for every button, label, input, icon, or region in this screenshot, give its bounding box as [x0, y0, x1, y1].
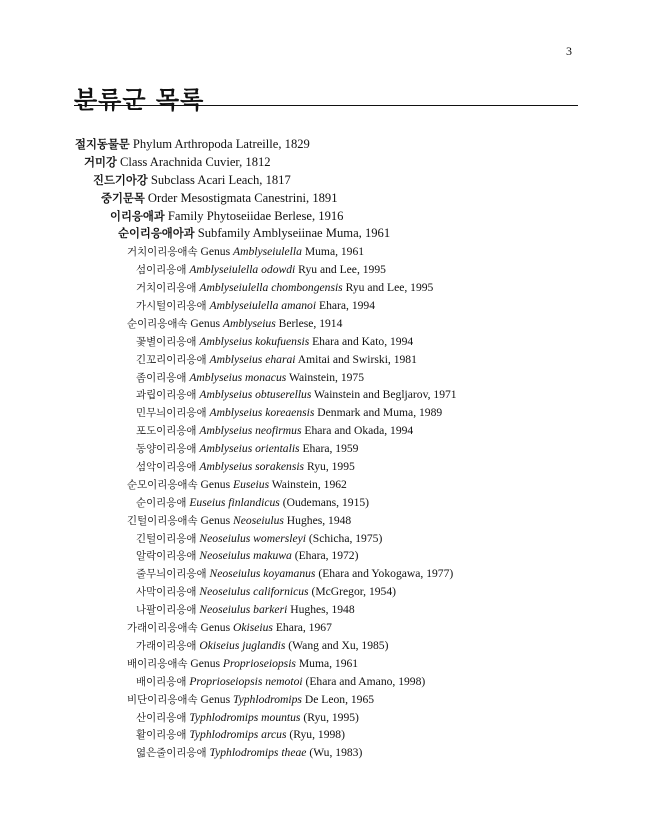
- taxon-entry: [0, 190, 652, 208]
- korean-name: 긴털이리응애속: [127, 514, 198, 527]
- korean-name: 줄무늬이리응애: [136, 568, 207, 581]
- taxon-entry: [0, 547, 652, 565]
- taxon-entry: [0, 315, 652, 333]
- scientific-name: Euseius: [233, 477, 270, 491]
- rank-text: Genus: [187, 316, 223, 330]
- rank-text: Family Phytoseiidae Berlese, 1916: [164, 208, 344, 223]
- taxon-entry: [0, 476, 652, 494]
- rank-text: Subclass Acari Leach, 1817: [147, 172, 291, 187]
- authority-text: (Schicha, 1975): [306, 531, 383, 545]
- title-rule: [74, 105, 578, 106]
- authority-text: Wainstein and Begljarov, 1971: [311, 388, 457, 402]
- scientific-name: Neoseiulus: [233, 513, 284, 527]
- taxon-entry: [0, 154, 652, 172]
- korean-name: 민무늬이리응애: [136, 407, 207, 420]
- korean-name: 알락이리응애: [136, 550, 197, 563]
- scientific-name: Amblyseiulella: [233, 245, 302, 259]
- scientific-name: Neoseiulus makuwa: [199, 549, 292, 563]
- scientific-name: Amblyseius koreaensis: [209, 406, 315, 420]
- korean-name: 동양이리응애: [136, 443, 197, 456]
- taxon-entry: [0, 369, 652, 387]
- authority-text: Muma, 1961: [301, 245, 365, 259]
- korean-name: 긴털이리응애: [136, 532, 197, 545]
- rank-text: Genus: [197, 245, 234, 259]
- page-number: 3: [566, 44, 572, 58]
- korean-name: 과립이리응애: [136, 389, 197, 402]
- authority-text: Denmark and Muma, 1989: [314, 406, 443, 420]
- taxon-entry: [0, 691, 652, 709]
- taxon-entry: [0, 565, 652, 583]
- authority-text: Hughes, 1948: [287, 603, 355, 617]
- korean-name: 비단이리응애속: [127, 693, 198, 706]
- authority-text: Ryu, 1995: [304, 460, 355, 474]
- rank-text: Class Arachnida Cuvier, 1812: [116, 154, 271, 169]
- korean-name: 엷은줄이리응애: [136, 747, 207, 760]
- taxon-entry: [0, 637, 652, 655]
- authority-text: (Ehara, 1972): [291, 549, 359, 563]
- authority-text: De Leon, 1965: [301, 692, 375, 706]
- authority-text: (McGregor, 1954): [308, 585, 397, 599]
- scientific-name: Amblyseius orientalis: [199, 442, 300, 456]
- taxon-entry: [0, 655, 652, 673]
- scientific-name: Amblyseius sorakensis: [199, 460, 305, 474]
- page-title: 분류군 목록: [74, 86, 205, 114]
- scientific-name: Neoseiulus barkeri: [199, 603, 288, 617]
- taxon-entry: [0, 279, 652, 297]
- scientific-name: Typhlodromips arcus: [189, 728, 287, 742]
- scientific-name: Typhlodromips mountus: [189, 710, 301, 724]
- taxon-entry: [0, 208, 652, 226]
- korean-name: 순이리응애아과: [118, 226, 195, 241]
- korean-name: 활이리응애: [136, 729, 187, 742]
- rank-text: Genus: [197, 477, 234, 491]
- scientific-name: Okiseius: [233, 621, 273, 635]
- korean-name: 거치이리응애속: [127, 246, 198, 259]
- korean-name: 긴꼬리이리응애: [136, 353, 207, 366]
- authority-text: (Oudemans, 1915): [279, 495, 370, 509]
- taxon-entry: [0, 709, 652, 727]
- authority-text: Ehara and Okada, 1994: [301, 424, 414, 438]
- authority-text: Wainstein, 1962: [269, 477, 347, 491]
- scientific-name: Typhlodromips theae: [209, 746, 307, 760]
- scientific-name: Amblyseius: [222, 316, 276, 330]
- korean-name: 가래이리응애속: [127, 622, 198, 635]
- taxon-entry: [0, 583, 652, 601]
- authority-text: Ehara and Kato, 1994: [309, 334, 414, 348]
- korean-name: 배이리응애: [136, 675, 187, 688]
- rank-text: Genus: [197, 621, 234, 635]
- korean-name: 포도이리응애: [136, 425, 197, 438]
- taxon-entry: [0, 530, 652, 548]
- scientific-name: Neoseiulus koyamanus: [209, 567, 316, 581]
- rank-text: Genus: [197, 692, 234, 706]
- rank-text: Genus: [197, 513, 234, 527]
- taxon-entry: [0, 243, 652, 261]
- scientific-name: Neoseiulus californicus: [199, 585, 309, 599]
- korean-name: 꽃별이리응애: [136, 335, 197, 348]
- authority-text: Hughes, 1948: [283, 513, 352, 527]
- taxon-entry: [0, 458, 652, 476]
- authority-text: Ehara, 1994: [316, 299, 376, 313]
- authority-text: Wainstein, 1975: [286, 370, 365, 384]
- taxon-entry: [0, 225, 652, 243]
- taxon-entry: [0, 386, 652, 404]
- korean-name: 산이리응애: [136, 711, 187, 724]
- scientific-name: Amblyseiulella amanoi: [209, 299, 317, 313]
- taxon-entry: [0, 261, 652, 279]
- rank-text: Genus: [187, 656, 223, 670]
- scientific-name: Okiseius juglandis: [199, 638, 286, 652]
- rank-text: Subfamily Amblyseiinae Muma, 1961: [194, 226, 391, 241]
- authority-text: (Ryu, 1998): [286, 728, 345, 742]
- rank-text: Phylum Arthropoda Latreille, 1829: [129, 137, 310, 151]
- authority-text: (Ehara and Yokogawa, 1977): [315, 567, 454, 581]
- authority-text: (Wu, 1983): [306, 746, 363, 760]
- taxon-entry: [0, 333, 652, 351]
- korean-name: 이리응애과: [110, 208, 165, 223]
- authority-text: Ryu and Lee, 1995: [342, 281, 434, 295]
- korean-name: 순이리응애속: [127, 317, 188, 330]
- authority-text: Muma, 1961: [295, 656, 359, 670]
- scientific-name: Amblyseiulella odowdi: [189, 263, 296, 277]
- authority-text: (Ryu, 1995): [300, 710, 359, 724]
- authority-text: Amitai and Swirski, 1981: [295, 352, 417, 366]
- taxon-entry: [0, 601, 652, 619]
- korean-name: 가래이리응애: [136, 639, 197, 652]
- scientific-name: Amblyseiulella chombongensis: [199, 281, 343, 295]
- taxon-entry: [0, 422, 652, 440]
- scientific-name: Amblyseius eharai: [209, 352, 296, 366]
- taxon-entry: [0, 619, 652, 637]
- taxon-entry: [0, 440, 652, 458]
- korean-name: 사막이리응애: [136, 586, 197, 599]
- scientific-name: Typhlodromips: [233, 692, 302, 706]
- korean-name: 진드기아강: [93, 172, 148, 187]
- scientific-name: Neoseiulus womersleyi: [199, 531, 306, 545]
- authority-text: Ryu and Lee, 1995: [295, 263, 386, 277]
- scientific-name: Amblyseius neofirmus: [199, 424, 302, 438]
- scientific-name: Amblyseius kokufuensis: [199, 334, 310, 348]
- taxon-entry: [0, 136, 652, 154]
- scientific-name: Euseius finlandicus: [189, 495, 280, 509]
- korean-name: 섬이리응애: [136, 264, 187, 277]
- taxon-entry: [0, 673, 652, 691]
- authority-text: Berlese, 1914: [275, 316, 343, 330]
- taxon-entry: [0, 297, 652, 315]
- rank-text: Order Mesostigmata Canestrini, 1891: [144, 190, 338, 205]
- korean-name: 중기문목: [101, 190, 145, 205]
- taxon-entry: [0, 512, 652, 530]
- korean-name: 좀이리응애: [136, 371, 187, 384]
- scientific-name: Proprioseiopsis: [222, 656, 296, 670]
- taxon-entry: [0, 351, 652, 369]
- korean-name: 거치이리응애: [136, 282, 197, 295]
- authority-text: Ehara, 1959: [299, 442, 359, 456]
- korean-name: 섬악이리응애: [136, 461, 197, 474]
- taxon-entry: [0, 494, 652, 512]
- korean-name: 거미강: [84, 154, 117, 169]
- korean-name: 절지동물문: [75, 137, 130, 151]
- korean-name: 순모이리응애속: [127, 478, 198, 491]
- authority-text: (Ehara and Amano, 1998): [302, 674, 426, 688]
- taxon-entry: [0, 744, 652, 762]
- taxon-list: [0, 136, 652, 762]
- korean-name: 가시털이리응애: [136, 300, 207, 313]
- scientific-name: Proprioseiopsis nemotoi: [189, 674, 303, 688]
- korean-name: 순이리응애: [136, 496, 187, 509]
- scientific-name: Amblyseius monacus: [189, 370, 287, 384]
- taxon-entry: [0, 726, 652, 744]
- authority-text: (Wang and Xu, 1985): [285, 638, 389, 652]
- authority-text: Ehara, 1967: [272, 621, 332, 635]
- taxon-entry: [0, 404, 652, 422]
- scientific-name: Amblyseius obtuserellus: [199, 388, 312, 402]
- taxon-entry: [0, 172, 652, 190]
- korean-name: 나팔이리응애: [136, 604, 197, 617]
- korean-name: 배이리응애속: [127, 657, 188, 670]
